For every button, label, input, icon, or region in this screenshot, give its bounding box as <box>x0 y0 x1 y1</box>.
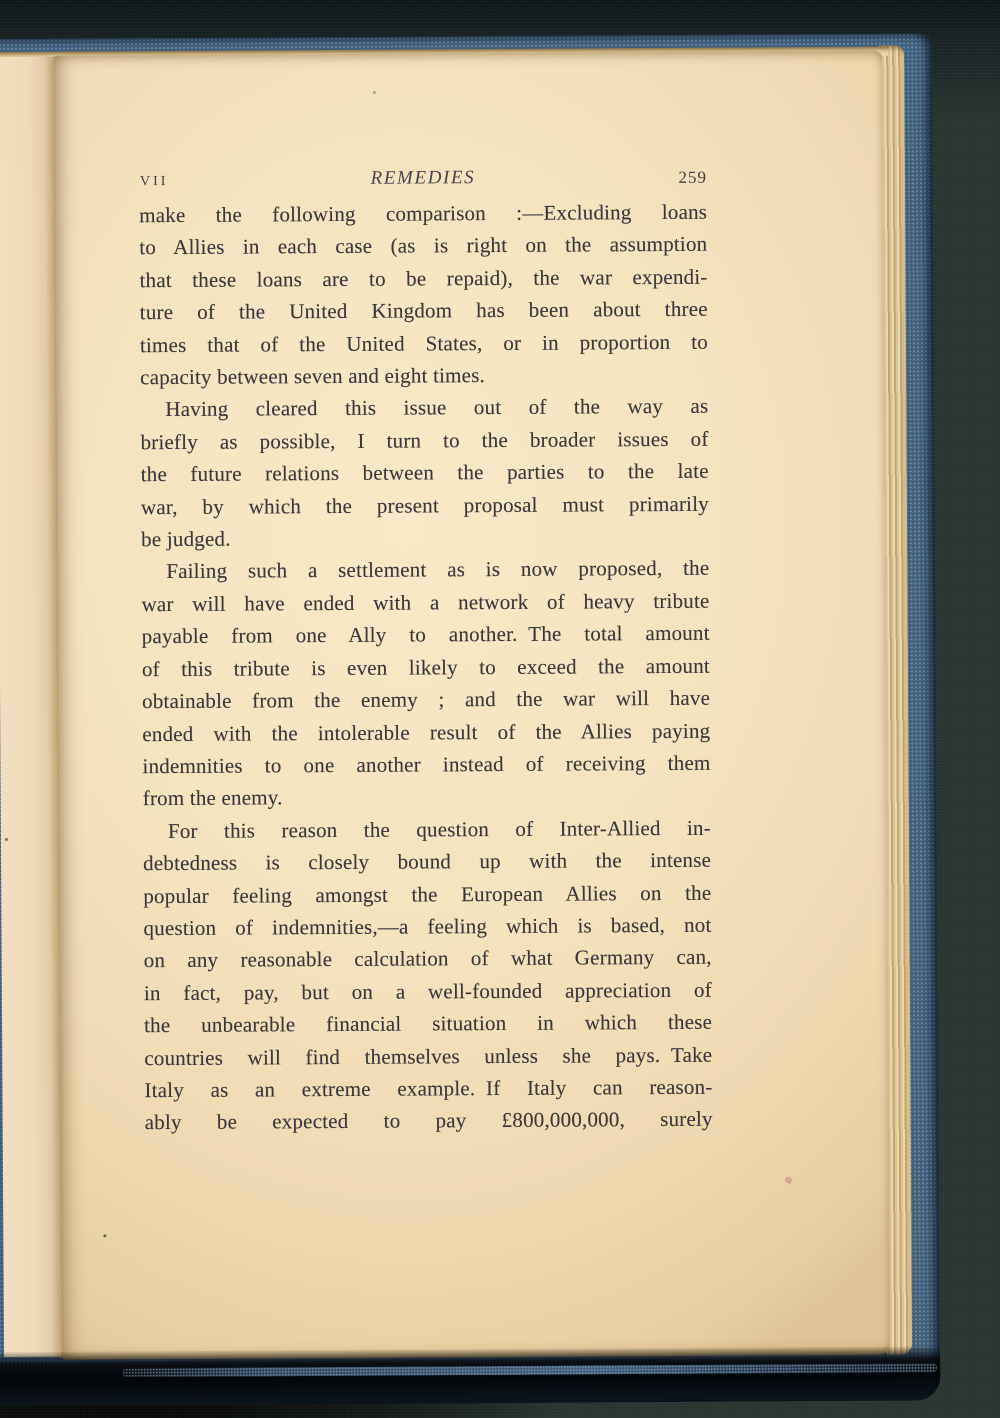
text-line: times that of the United States, or in proportion to <box>139 329 709 357</box>
text-line: For this reason the question of Inter-Allied in- <box>167 815 711 843</box>
text-line: debtedness is closely bound up with the intense <box>143 847 712 876</box>
text-line: briefly as possible, I turn to the broader issues of <box>140 426 709 455</box>
text-line: of this tribute is even likely to exceed the amount <box>141 653 710 681</box>
text-line: on any reasonable calculation of what Germany can, <box>143 945 712 973</box>
text-line: to Allies in each case (as is right on the assumption <box>139 232 708 260</box>
text-line: from the enemy. <box>142 785 283 811</box>
running-header <box>139 166 707 195</box>
text-line: obtainable from the enemy ; and the war will have <box>142 685 711 714</box>
text-block <box>139 196 713 1139</box>
text-line: countries will find themselves unless she pays. Take <box>144 1042 713 1070</box>
text-line: payable from one Ally to another. The total amount <box>141 620 710 649</box>
page-number: 259 <box>678 167 707 187</box>
text-line: capacity between seven and eight times. <box>140 363 486 390</box>
text-line: that these loans are to be repaid), the war expendi- <box>139 264 708 293</box>
text-line: the unbearable financial situation in which these <box>144 1009 713 1038</box>
paper-speck <box>5 838 8 841</box>
paper-speck <box>784 1176 793 1185</box>
text-line: war will have ended with a network of heavy tribute <box>141 588 710 617</box>
text-line: ended with the intolerable result of the Allies paying <box>142 718 711 746</box>
text-line: war, by which the present proposal must primarily <box>140 491 709 519</box>
text-line: popular feeling amongst the European Allies on the <box>143 880 712 908</box>
text-line: ably be expected to pay £800,000,000, surely <box>144 1107 713 1135</box>
text-line: Having cleared this issue out of the way as <box>165 394 709 422</box>
running-title: REMEDIES <box>370 167 476 189</box>
paper-speck <box>103 1234 106 1237</box>
text-line: indemnities to one another instead of receiving them <box>142 750 711 779</box>
text-line: ture of the United Kingdom has been about three <box>139 296 708 325</box>
chapter-numeral: VII <box>139 174 169 190</box>
text-line: in fact, pay, but on a well-founded appreciation of <box>143 977 712 1005</box>
text-line: Italy as an extreme example. If Italy can reason- <box>144 1074 713 1103</box>
text-line: Failing such a settlement as is now proposed, the <box>166 556 710 584</box>
text-line: question of indemnities,—a feeling which is based, not <box>143 912 712 941</box>
text-line: be judged. <box>141 526 231 552</box>
text-line: the future relations between the parties to the late <box>140 458 709 487</box>
dust-speck <box>373 91 376 94</box>
text-line: make the following comparison :—Excluding loans <box>139 199 708 228</box>
